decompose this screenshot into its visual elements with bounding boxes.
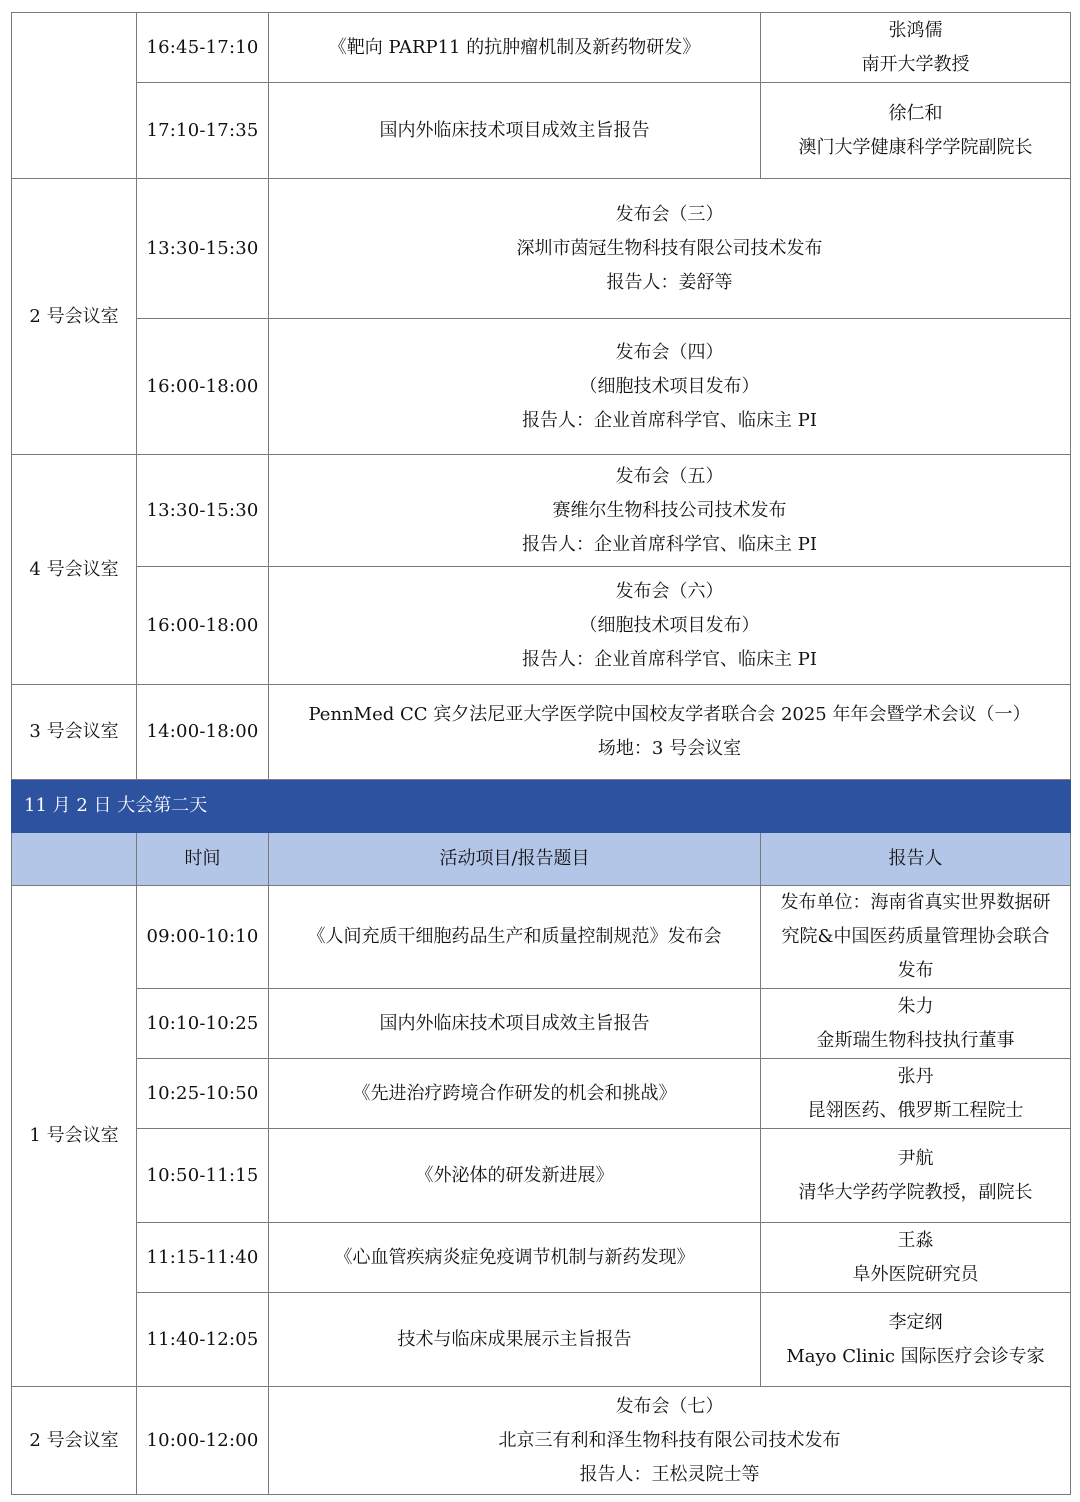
- time-cell: 16:45-17:10: [137, 13, 269, 83]
- topic-cell: 国内外临床技术项目成效主旨报告: [269, 83, 761, 179]
- day-header-row: [12, 780, 1071, 833]
- speaker-name: 李定纲: [888, 1311, 943, 1333]
- time-cell: 10:00-12:00: [137, 1387, 269, 1495]
- topic-cell: 《先进治疗跨境合作研发的机会和挑战》: [269, 1059, 761, 1129]
- room-cell: 4 号会议室: [12, 455, 137, 685]
- time-cell: 14:00-18:00: [137, 685, 269, 780]
- speaker-cell: [761, 1293, 1071, 1387]
- speaker-cell: [761, 1223, 1071, 1293]
- speaker-cell: [761, 989, 1071, 1059]
- schedule-table: [11, 12, 1071, 1495]
- time-cell: 10:10-10:25: [137, 989, 269, 1059]
- speaker-name: 徐仁和: [888, 102, 943, 124]
- table-row: [12, 567, 1071, 685]
- speaker-title: 南开大学教授: [861, 53, 970, 75]
- table-row: [12, 1059, 1071, 1129]
- table-row: [12, 1223, 1071, 1293]
- table-row: [12, 1129, 1071, 1223]
- header-time: 时间: [137, 833, 269, 886]
- header-room: [12, 833, 137, 886]
- room-cell: [12, 13, 137, 179]
- speaker-cell: 发布单位：海南省真实世界数据研 究院&中国医药质量管理协会联合 发布: [761, 886, 1071, 989]
- topic-cell: 发布会（六） （细胞技术项目发布） 报告人：企业首席科学官、临床主 PI: [269, 567, 1071, 685]
- table-row: [12, 685, 1071, 780]
- table-row: [12, 886, 1071, 989]
- speaker-title: 澳门大学健康科学学院副院长: [798, 136, 1033, 158]
- time-cell: 16:00-18:00: [137, 567, 269, 685]
- speaker-title: 金斯瑞生物科技执行董事: [816, 1029, 1015, 1051]
- day-title: 11 月 2 日 大会第二天: [12, 780, 1071, 833]
- room-cell: 3 号会议室: [12, 685, 137, 780]
- topic-cell: PennMed CC 宾夕法尼亚大学医学院中国校友学者联合会 2025 年年会暨学术会议（一） 场地：3 号会议室: [269, 685, 1071, 780]
- room-cell: 2 号会议室: [12, 1387, 137, 1495]
- table-row: [12, 83, 1071, 179]
- topic-cell: 技术与临床成果展示主旨报告: [269, 1293, 761, 1387]
- speaker-title: 昆翎医药、俄罗斯工程院士: [807, 1099, 1024, 1121]
- time-cell: 10:25-10:50: [137, 1059, 269, 1129]
- table-row: [12, 13, 1071, 83]
- time-cell: 10:50-11:15: [137, 1129, 269, 1223]
- speaker-name: 朱力: [897, 995, 934, 1017]
- speaker-name: 张鸿儒: [888, 19, 943, 41]
- topic-cell: 《人间充质干细胞药品生产和质量控制规范》发布会: [269, 886, 761, 989]
- column-header-row: [12, 833, 1071, 886]
- header-speaker: 报告人: [761, 833, 1071, 886]
- topic-cell: 《靶向 PARP11 的抗肿瘤机制及新药物研发》: [269, 13, 761, 83]
- table-row: [12, 1293, 1071, 1387]
- time-cell: 11:40-12:05: [137, 1293, 269, 1387]
- table-row: [12, 989, 1071, 1059]
- time-cell: 17:10-17:35: [137, 83, 269, 179]
- speaker-name: 尹航: [897, 1147, 934, 1169]
- time-cell: 11:15-11:40: [137, 1223, 269, 1293]
- speaker-cell: [761, 1059, 1071, 1129]
- table-row: [12, 179, 1071, 319]
- speaker-title: Mayo Clinic 国际医疗会诊专家: [786, 1345, 1045, 1367]
- topic-cell: 《外泌体的研发新进展》: [269, 1129, 761, 1223]
- topic-cell: 《心血管疾病炎症免疫调节机制与新药发现》: [269, 1223, 761, 1293]
- table-row: [12, 455, 1071, 567]
- topic-cell: 发布会（三） 深圳市茵冠生物科技有限公司技术发布 报告人：姜舒等: [269, 179, 1071, 319]
- time-cell: 13:30-15:30: [137, 179, 269, 319]
- speaker-name: 王淼: [897, 1229, 934, 1251]
- speaker-cell: [761, 83, 1071, 179]
- time-cell: 09:00-10:10: [137, 886, 269, 989]
- speaker-cell: [761, 13, 1071, 83]
- header-topic: 活动项目/报告题目: [269, 833, 761, 886]
- table-row: [12, 1387, 1071, 1495]
- time-cell: 13:30-15:30: [137, 455, 269, 567]
- time-cell: 16:00-18:00: [137, 319, 269, 455]
- room-cell: 1 号会议室: [12, 886, 137, 1387]
- speaker-title: 清华大学药学院教授，副院长: [798, 1181, 1033, 1203]
- topic-cell: 国内外临床技术项目成效主旨报告: [269, 989, 761, 1059]
- table-row: [12, 319, 1071, 455]
- speaker-name: 张丹: [897, 1065, 934, 1087]
- topic-cell: 发布会（四） （细胞技术项目发布） 报告人：企业首席科学官、临床主 PI: [269, 319, 1071, 455]
- topic-cell: 发布会（七） 北京三有利和泽生物科技有限公司技术发布 报告人：王松灵院士等: [269, 1387, 1071, 1495]
- room-cell: 2 号会议室: [12, 179, 137, 455]
- speaker-title: 阜外医院研究员: [852, 1263, 979, 1285]
- speaker-cell: [761, 1129, 1071, 1223]
- topic-cell: 发布会（五） 赛维尔生物科技公司技术发布 报告人：企业首席科学官、临床主 PI: [269, 455, 1071, 567]
